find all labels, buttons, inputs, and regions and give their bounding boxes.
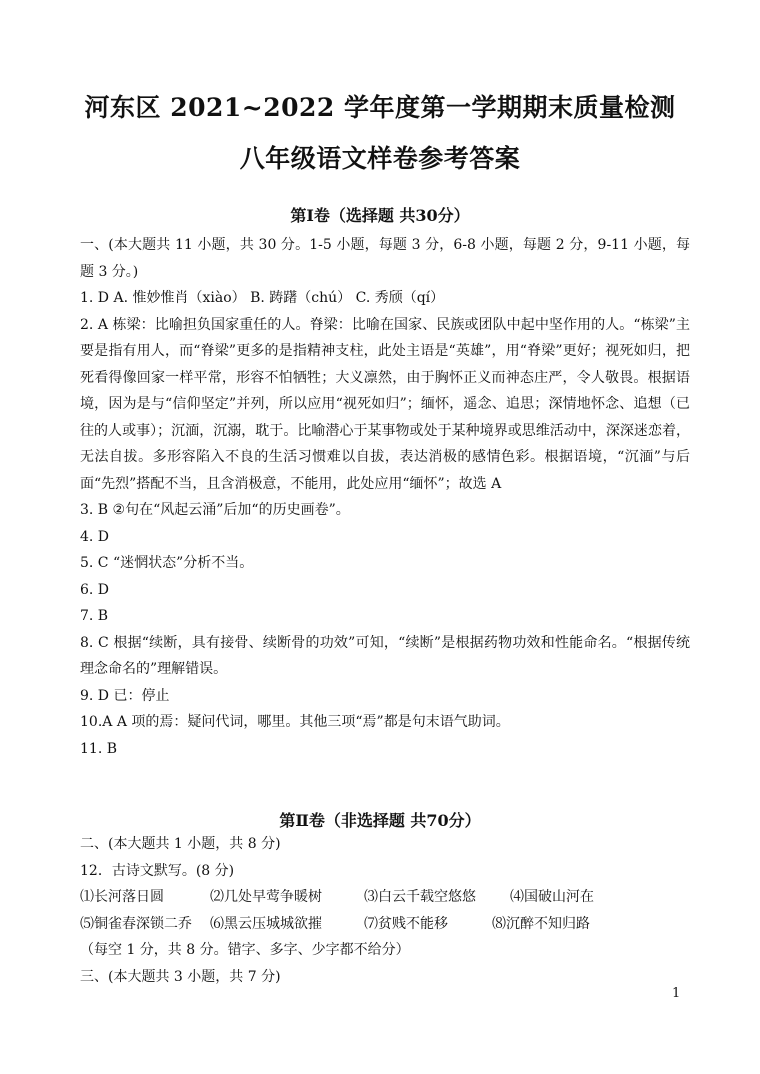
poem-answers-row-1 bbox=[80, 884, 690, 911]
answer-3: 3. B ②句在“风起云涌”后加“的历史画卷”。 bbox=[80, 502, 350, 518]
answer-1: 1. D A. 惟妙惟肖（xiào） B. 踌躇（chú） C. 秀颀（qí） bbox=[80, 290, 445, 306]
poem-answers-row-2 bbox=[80, 911, 690, 938]
poem-answer: ⑶白云千载空悠悠 bbox=[364, 889, 476, 905]
document-title-line-1: 河东区 2021~2022 学年度第一学期期末质量检测 bbox=[84, 93, 676, 122]
poem-answer: ⑷国破山河在 bbox=[510, 889, 594, 905]
answer-5: 5. C “迷惘状态”分析不当。 bbox=[80, 555, 254, 571]
part-2-body bbox=[80, 831, 690, 990]
part-1-heading: 第Ⅰ卷（选择题 共30分） bbox=[290, 206, 470, 225]
answer-4: 4. D bbox=[80, 528, 110, 545]
answer-9: 9. D 已：停止 bbox=[80, 687, 170, 704]
poem-answer: ⑺贫贱不能移 bbox=[364, 915, 448, 932]
part-1-intro: 一、(本大题共 11 小题，共 30 分。1-5 小题，每题 3 分，6-8 小题，每题 2 分，9-11 小题，每题 3 分。) bbox=[80, 237, 690, 280]
poem-answer: ⑻沉醉不知归路 bbox=[492, 915, 590, 932]
answer-11: 11. B bbox=[80, 740, 118, 757]
poem-answer: ⑴长河落日圆 bbox=[80, 889, 164, 905]
part-2-intro: 二、(本大题共 1 小题，共 8 分) bbox=[80, 836, 281, 852]
answer-10: 10.A A 项的焉：疑问代词，哪里。其他三项“焉”都是句末语气助词。 bbox=[80, 714, 510, 730]
question-12-heading: 12．古诗文默写。(8 分) bbox=[80, 862, 235, 879]
answer-8: 8. C 根据“续断，具有接骨、续断骨的功效”可知，“续断”是根据药物功效和性能命名。“根据传统理念命名的”理解错误。 bbox=[80, 634, 690, 677]
answer-2: 2. A 栋梁：比喻担负国家重任的人。脊梁：比喻在国家、民族或团队中起中坚作用的人。“栋梁”主要是指有用人，而“脊梁”更多的是指精神支柱，此处主语是“英雄”，用“脊梁”更好；视死如归，把死看得像回家一样平常，形容不怕牺牲；大义凛然，由于胸怀正义而神态庄严，令人敬畏。根据语境，因为是与“信仰坚定”并列，所以应用“视死如归”；缅怀，遥念、追思；深情地怀念、追想（已往的人或事）；沉湎，沉溺，耽于。比喻潜心于某事物或处于某种境界或思维活动中，深深迷恋着，无法自拔。多形容陷入不良的生活习惯难以自拔，表达消极的感情色彩。根据语境，“沉湎”与后面“先烈”搭配不当，且含消极意，不能用，此处应用“缅怀”；故选 A bbox=[80, 316, 690, 492]
page-number: 1 bbox=[672, 986, 681, 1001]
scoring-note: （每空 1 分，共 8 分。错字、多字、少字都不给分） bbox=[80, 942, 410, 958]
poem-answer: ⑹黑云压城城欲摧 bbox=[210, 915, 322, 932]
poem-answer: ⑵几处早莺争暖树 bbox=[210, 889, 322, 905]
answer-6: 6. D bbox=[80, 581, 110, 598]
part-1-body bbox=[80, 232, 690, 762]
section-3-intro: 三、(本大题共 3 小题，共 7 分) bbox=[80, 968, 281, 985]
part-2-heading: 第Ⅱ卷（非选择题 共70分） bbox=[279, 811, 481, 830]
poem-answer: ⑸铜雀春深锁二乔 bbox=[80, 915, 192, 932]
document-title-line-2: 八年级语文样卷参考答案 bbox=[239, 144, 521, 173]
answer-7: 7. B bbox=[80, 608, 109, 624]
